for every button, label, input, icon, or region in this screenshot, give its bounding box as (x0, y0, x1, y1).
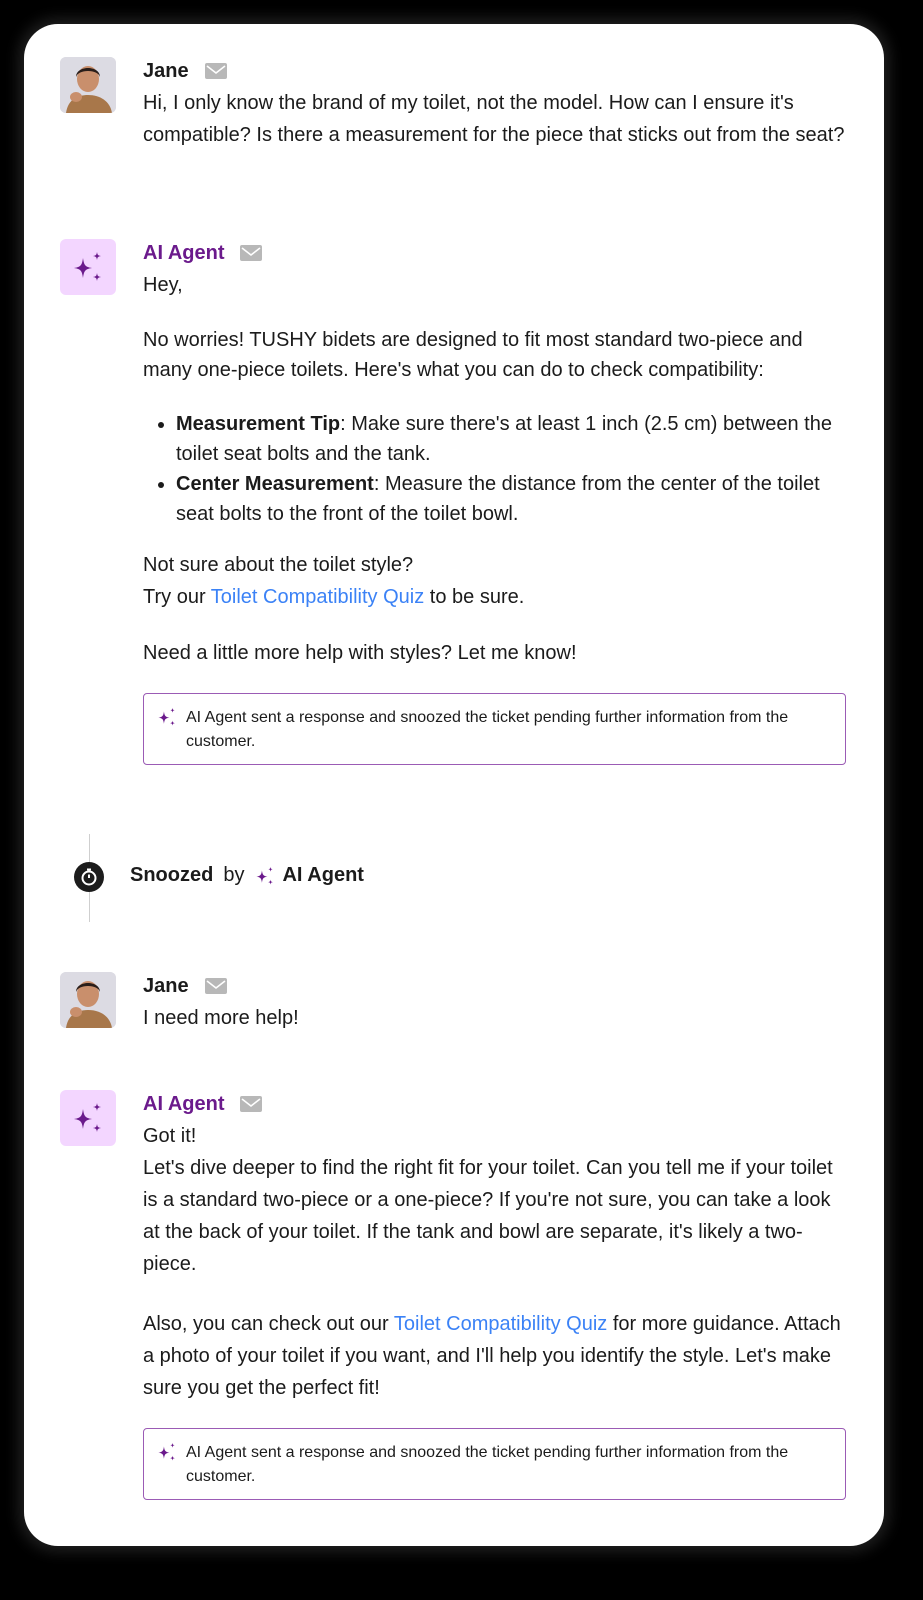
quiz-link[interactable]: Toilet Compatibility Quiz (210, 586, 425, 608)
sparkles-icon (70, 1100, 106, 1136)
quiz-link[interactable]: Toilet Compatibility Quiz (393, 1313, 608, 1335)
closing-text: Need a little more help with styles? Let me know! (143, 642, 577, 664)
notice-text: AI Agent sent a response and snoozed the ticket pending further information from the customer. (186, 1444, 789, 1485)
notice-text: AI Agent sent a response and snoozed the ticket pending further information from the customer. (186, 709, 789, 750)
tip-text: : Make sure there's at least 1 inch (2.5 cm) between the toilet seat bolts and the tank. (176, 413, 832, 465)
conversation-card (24, 24, 884, 1546)
customer-avatar (60, 972, 116, 1028)
intro-text: No worries! TUSHY bidets are designed to fit most standard two-piece and many one-piece toilets. Here's what you can do to check compatibility: (143, 329, 803, 381)
message-text: Hi, I only know the brand of my toilet, not the model. How can I ensure it's compatible? Is there a measurement for the piece that sticks out from the seat? (143, 92, 845, 146)
sparkles-icon (254, 865, 276, 887)
message-ai-1 (60, 239, 846, 765)
customer-avatar (60, 57, 116, 113)
tip-item (176, 409, 846, 469)
sparkles-icon (156, 706, 178, 728)
sender-name: Jane (143, 59, 189, 82)
message-line-1: Got it! (143, 1125, 197, 1147)
tip-title: Center Measurement (176, 473, 374, 495)
message-customer-2 (60, 972, 846, 1034)
tips-list (143, 409, 846, 529)
stopwatch-icon (74, 862, 104, 892)
ai-avatar (60, 239, 116, 295)
sparkles-icon (156, 1441, 178, 1463)
tip-text: : Measure the distance from the center of the toilet seat bolts to the front of the toilet bowl. (176, 473, 820, 525)
greeting-text: Hey, (143, 274, 183, 296)
ai-avatar (60, 1090, 116, 1146)
tip-item (176, 469, 846, 529)
event-actor: AI Agent (282, 864, 364, 886)
sender-name: AI Agent (143, 1092, 225, 1115)
event-by: by (223, 864, 245, 886)
quiz-prefix: Also, you can check out our (143, 1313, 394, 1335)
sender-name: AI Agent (143, 241, 225, 264)
snooze-notice (143, 693, 846, 765)
message-line-2: Let's dive deeper to find the right fit for your toilet. Can you tell me if your toilet is a standard two-piece or a one-piece? If you're not sure, you can take a look at the back of your toilet. If the tank and bowl are separate, it's likely a two-piece. (143, 1157, 833, 1275)
event-status: Snoozed (130, 864, 214, 886)
quiz-suffix: for more guidance. Attach a photo of your toilet if you want, and I'll help you identify the style. Let's make sure you get the perfect fit! (143, 1313, 841, 1399)
quiz-prefix: Try our (143, 586, 211, 608)
quiz-suffix: to be sure. (424, 586, 525, 608)
message-customer-1 (60, 57, 846, 151)
sender-name: Jane (143, 974, 189, 997)
snooze-event (60, 834, 560, 924)
mail-icon (240, 245, 262, 261)
style-question: Not sure about the toilet style? (143, 554, 414, 576)
mail-icon (240, 1096, 262, 1112)
mail-icon (205, 63, 227, 79)
tip-title: Measurement Tip (176, 413, 341, 435)
snooze-notice (143, 1428, 846, 1500)
sparkles-icon (70, 249, 106, 285)
message-ai-2 (60, 1090, 846, 1500)
mail-icon (205, 978, 227, 994)
message-text: I need more help! (143, 1007, 299, 1029)
